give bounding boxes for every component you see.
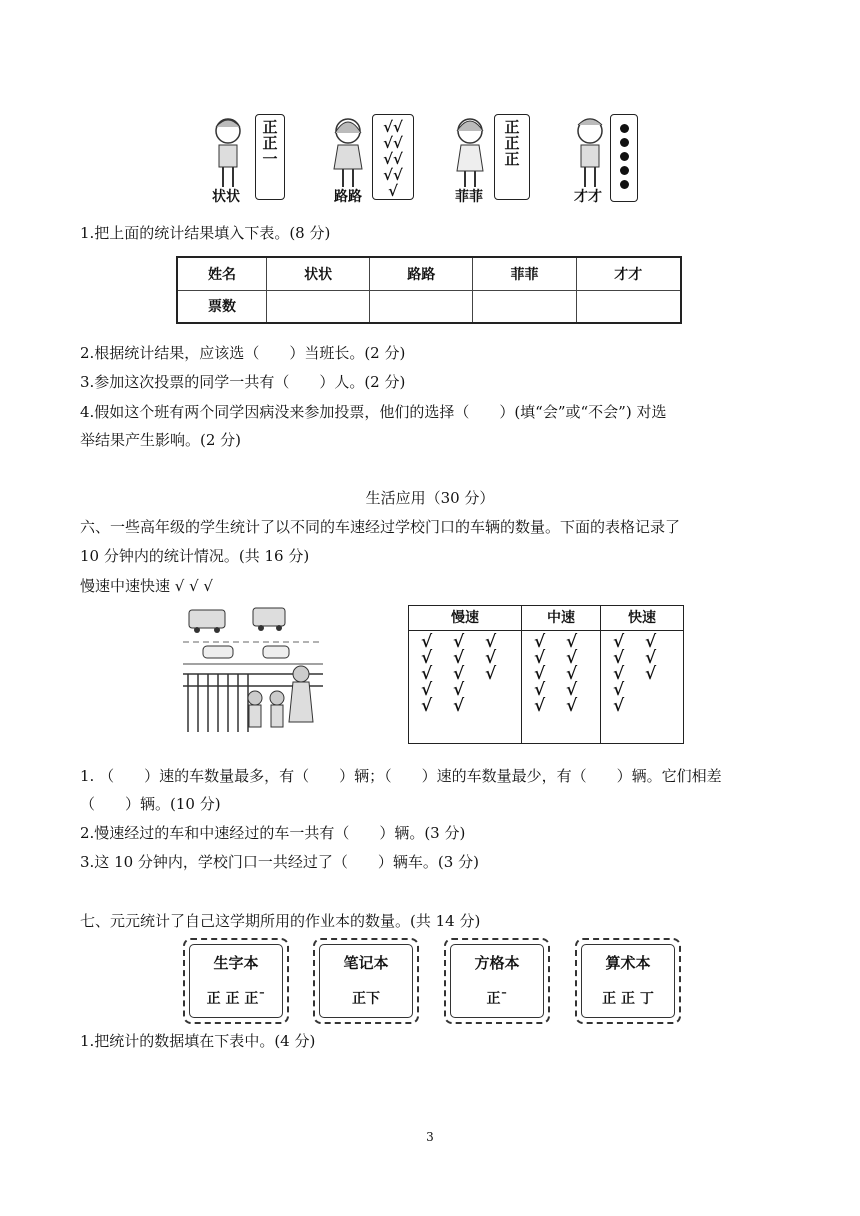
tally-box-candidate-2: √√ √√ √√ √√ √ [372,114,414,200]
answer-cell[interactable] [473,290,576,323]
vote-dot [620,166,629,175]
book-card-4: 算术本 正 正 丁 [575,938,681,1024]
question-6-1-line2: （ ）辆。(10 分) [80,795,221,813]
vote-result-table [176,256,682,324]
answer-cell[interactable] [576,290,681,323]
speed-header: 慢速 [409,606,521,631]
candidate-name-2: 路路 [334,189,362,205]
section-7-intro: 七、元元统计了自己这学期所用的作业本的数量。(共 14 分) [80,912,481,930]
child-figure-icon [450,115,490,195]
speed-column-slow [409,606,522,743]
question-5-1: 1.把上面的统计结果填入下表。(8 分) [80,224,331,242]
street-scene-illustration [183,602,323,742]
question-7-1: 1.把统计的数据填在下表中。(4 分) [80,1032,316,1050]
vote-dot [620,152,629,161]
question-5-4-line1: 4.假如这个班有两个同学因病没来参加投票，他们的选择（ ）(填“会”或“不会”) 对选 [80,403,667,421]
check-marks: √ √ √ √ √ √ √ √ √ √ √ √ √ [421,632,497,716]
child-figure-icon [570,115,610,195]
table-row [177,257,681,290]
vote-dot [620,138,629,147]
page-number: 3 [426,1130,434,1144]
section-6-intro-line1: 六、一些高年级的学生统计了以不同的车速经过学校门口的车辆的数量。下面的表格记录了 [80,518,681,536]
speed-tally-table [408,605,684,744]
question-6-3: 3.这 10 分钟内，学校门口一共经过了（ ）辆车。(3 分) [80,853,479,871]
book-card-2: 笔记本 正下 [313,938,419,1024]
speed-column-medium [522,606,601,743]
candidate-name-4: 才才 [574,189,602,205]
table-cell: 姓名 [177,257,267,290]
speed-column-fast [601,606,683,743]
table-row [177,290,681,323]
tally-box-candidate-4 [610,114,638,202]
question-6-2: 2.慢速经过的车和中速经过的车一共有（ ）辆。(3 分) [80,824,466,842]
child-figure-icon [328,115,368,195]
section-title: 生活应用（30 分） [365,489,495,507]
speed-header: 快速 [601,606,683,631]
table-cell: 状状 [267,257,370,290]
table-cell: 票数 [177,290,267,323]
question-6-1-line1: 1. （ ）速的车数量最多，有（ ）辆；（ ）速的车数量最少，有（ ）辆。它们相差 [80,767,722,785]
question-5-3: 3.参加这次投票的同学一共有（ ）人。(2 分) [80,373,406,391]
section-6-legend: 慢速中速快速 √ √ √ [80,577,213,595]
book-card-3: 方格本 正ˉ [444,938,550,1024]
table-cell: 路路 [370,257,473,290]
table-cell: 菲菲 [473,257,576,290]
candidate-name-3: 菲菲 [455,189,483,205]
question-5-4-line2: 举结果产生影响。(2 分) [80,431,242,449]
table-cell: 才才 [576,257,681,290]
vote-dot [620,124,629,133]
child-figure-icon [208,115,248,195]
section-6-intro-line2: 10 分钟内的统计情况。(共 16 分) [80,547,310,565]
question-5-2: 2.根据统计结果，应该选（ ）当班长。(2 分) [80,344,406,362]
check-marks: √ √ √ √ √ √ √ √ √ √ [534,632,578,716]
candidate-name-1: 状状 [212,189,240,205]
check-marks: √ √ √ √ √ √ √ √ [613,632,657,716]
answer-cell[interactable] [267,290,370,323]
vote-dot [620,180,629,189]
book-card-1: 生字本 正 正 正ˉ [183,938,289,1024]
speed-header: 中速 [522,606,600,631]
tally-box-candidate-3: 正 正 正 [494,114,530,200]
answer-cell[interactable] [370,290,473,323]
tally-box-candidate-1: 正 正 一 [255,114,285,200]
